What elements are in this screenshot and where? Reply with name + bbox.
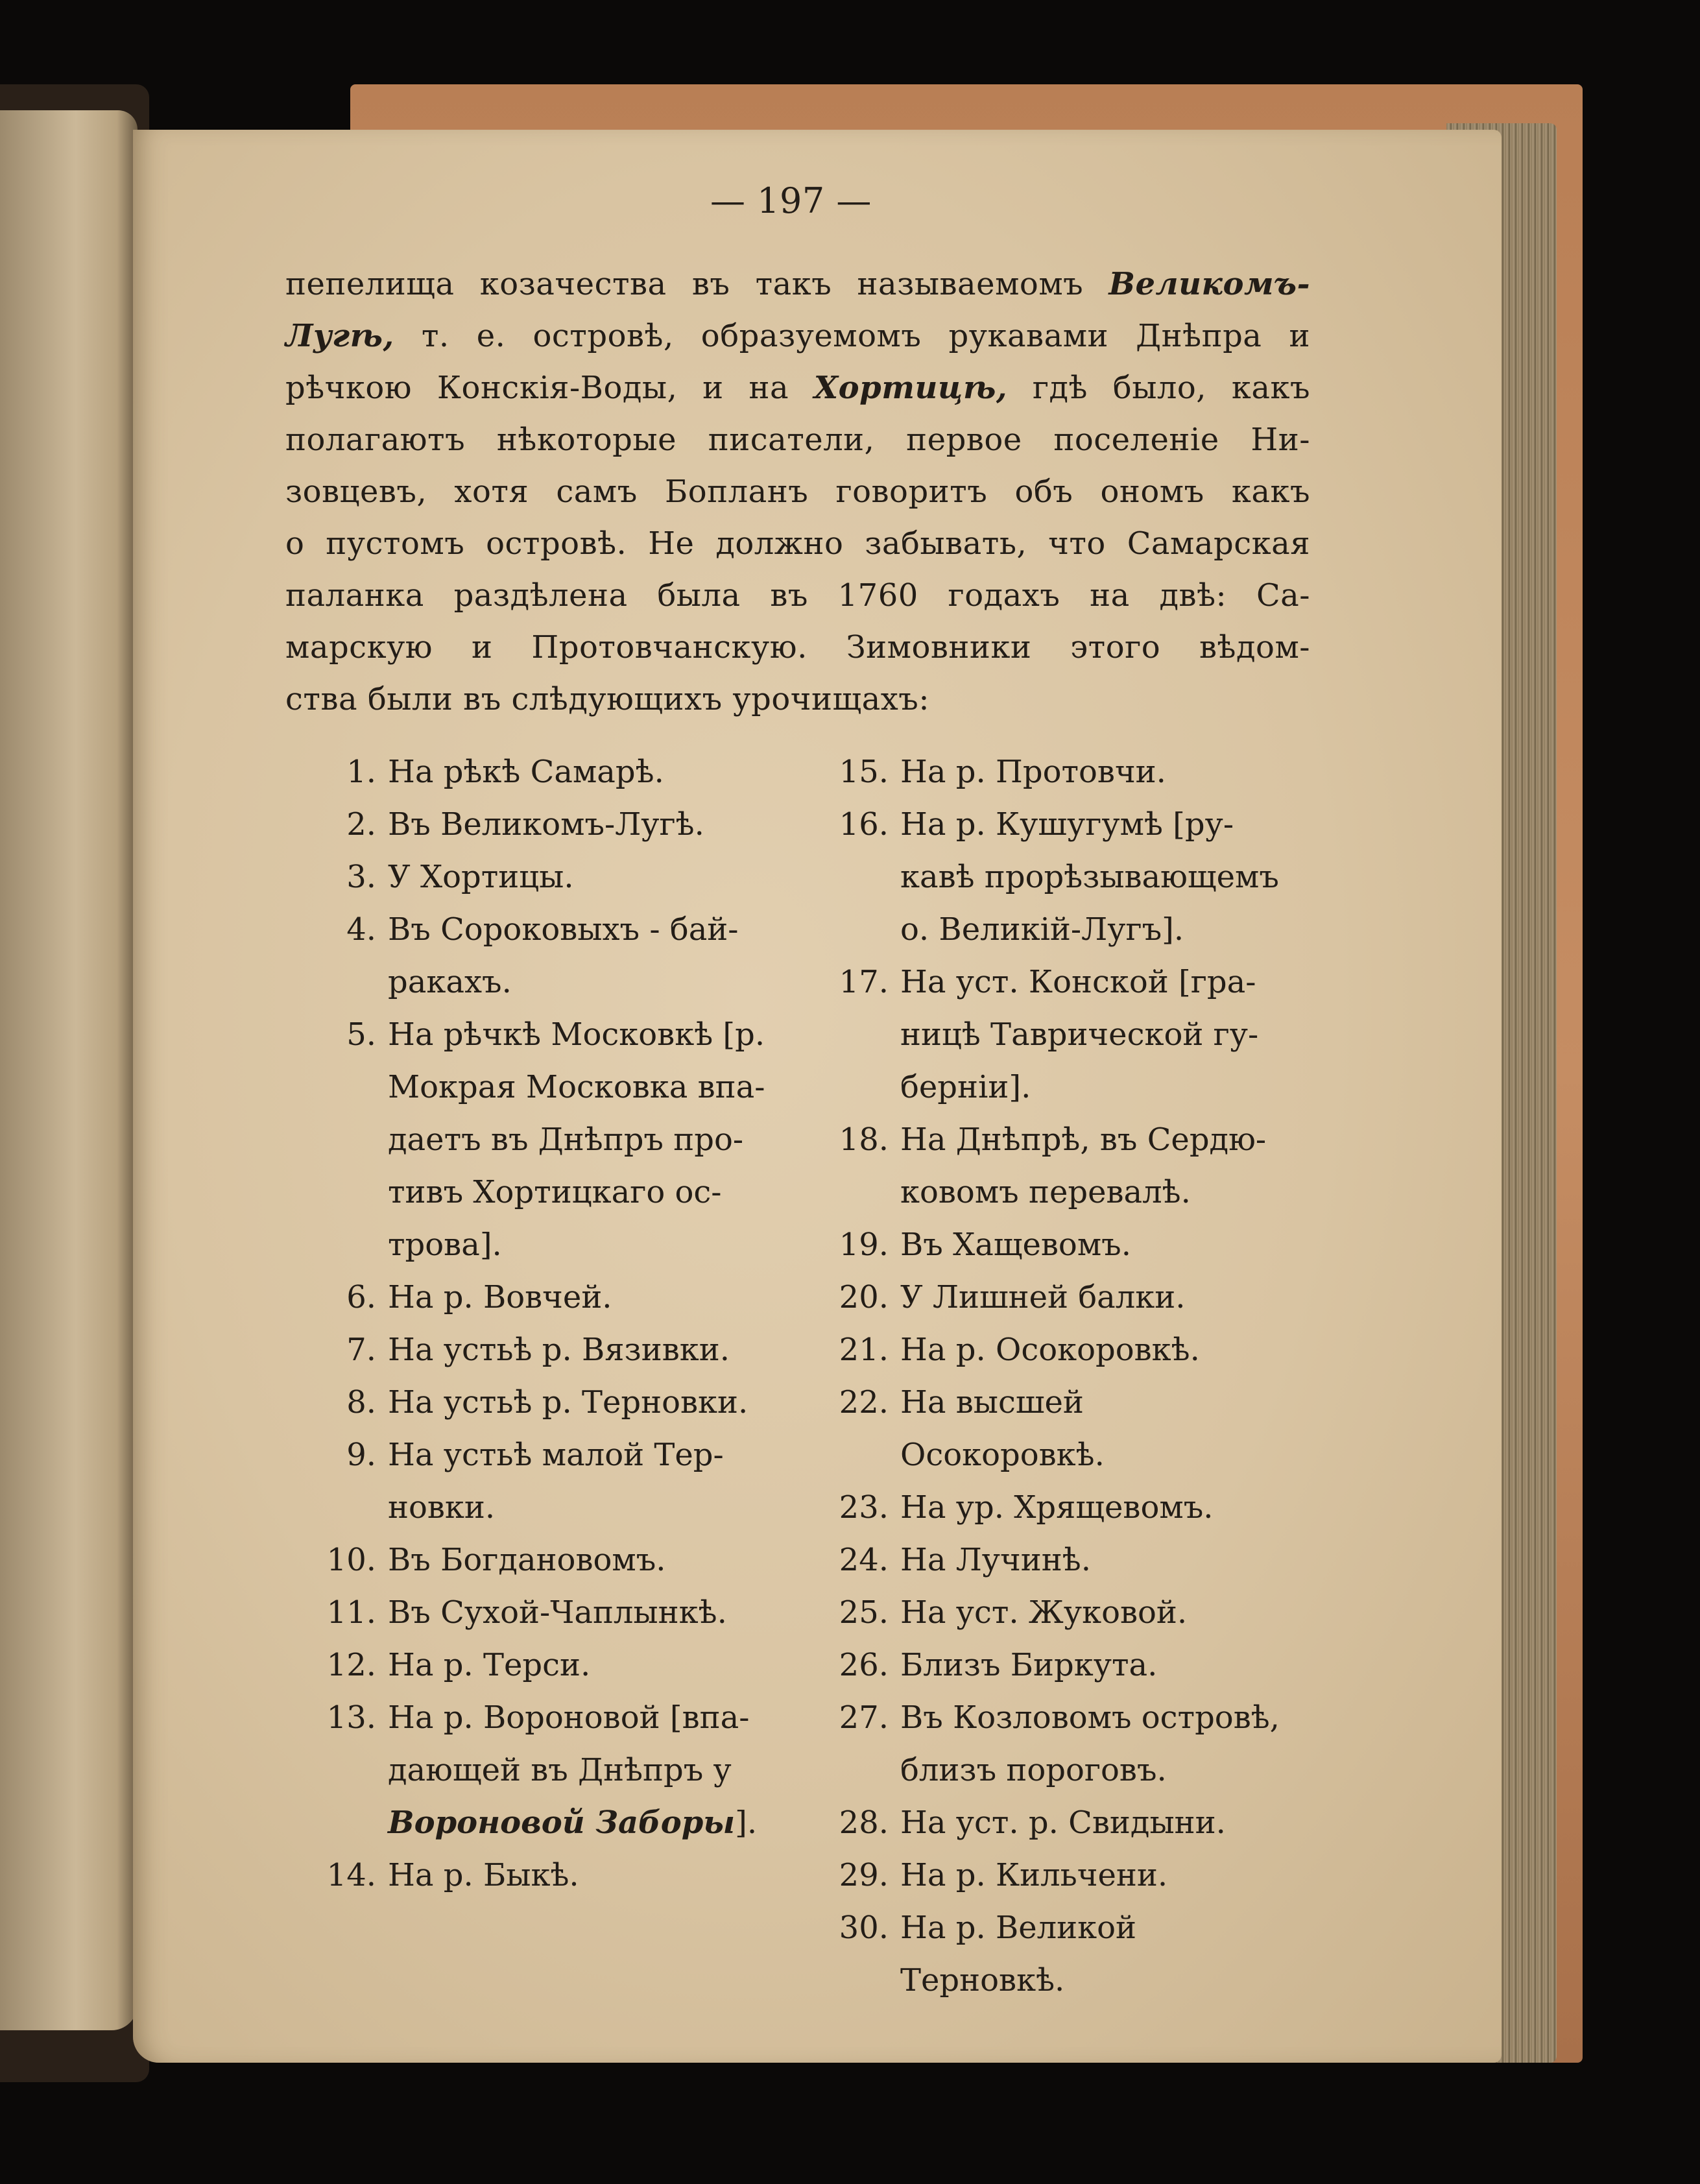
list-item-text [900, 746, 1291, 798]
list-item-line: На р. Кушугумѣ [ру- [900, 806, 1234, 843]
list-item-line: Мокрая Московка впа- [388, 1069, 765, 1105]
text-run: рѣчкою Конскія-Воды, и на [285, 370, 814, 406]
list-item-text [900, 1639, 1291, 1692]
list-item-number: 25. [839, 1594, 889, 1631]
list-item-number: 16. [839, 806, 889, 843]
list-item [811, 956, 1291, 1114]
list-item-text [900, 798, 1291, 956]
paragraph-line [285, 414, 1310, 466]
list-item-text [900, 956, 1291, 1114]
list-item-text [388, 1429, 778, 1534]
text-run: марскую и Протовчанскую. Зимовники этого вѣдом- [285, 629, 1310, 666]
list-item-text [900, 1692, 1291, 1797]
list-item-line: ницѣ Таврической гу- [900, 1016, 1259, 1053]
list-item [298, 798, 778, 851]
list-item-line: На устьѣ р. Вязивки. [388, 1332, 730, 1368]
list-item-line: На Лучинѣ. [900, 1542, 1091, 1578]
list-item-line: На рѣкѣ Самарѣ. [388, 754, 664, 790]
list-item-number: 8. [346, 1384, 376, 1421]
list-item [811, 1114, 1291, 1219]
list-item [811, 746, 1291, 798]
list-item-line: кавѣ прорѣзывающемъ [900, 859, 1279, 895]
list-item [298, 1639, 778, 1692]
list-item-line: Вороновой Заборы]. [388, 1805, 758, 1841]
list-item-line: На р. Вовчей. [388, 1279, 612, 1315]
list-item-number: 29. [839, 1857, 889, 1893]
list-item-number: 30. [839, 1910, 889, 1946]
list-item-text [900, 1271, 1291, 1324]
paragraph-line [285, 570, 1310, 621]
list-item-text [388, 1009, 778, 1271]
list-item-number: 7. [346, 1332, 376, 1368]
list-item-line: На уст. р. Свидыни. [900, 1805, 1226, 1841]
list-item-number: 5. [346, 1016, 376, 1053]
list-item-line: У Хортицы. [388, 859, 574, 895]
list-item-line: о. Великій-Лугъ]. [900, 911, 1184, 948]
list-item-number: 19. [839, 1227, 889, 1263]
list-item-number: 24. [839, 1542, 889, 1578]
list-item [298, 1849, 778, 1902]
text-run: пепелища козачества въ такъ называемомъ [285, 266, 1109, 302]
list-item-text [388, 1639, 778, 1692]
list-item-line: На р. Осокоровкѣ. [900, 1332, 1200, 1368]
paragraph-line [285, 362, 1310, 414]
list-item-line: близъ пороговъ. [900, 1752, 1167, 1788]
text-run: ства были въ слѣдующихъ урочищахъ: [285, 681, 930, 717]
list-item-text [900, 1902, 1291, 2007]
list-item-number: 3. [346, 859, 376, 895]
list-item-line: новки. [388, 1489, 496, 1526]
list-item-line: На Днѣпрѣ, въ Сердю- [900, 1122, 1267, 1158]
list-item-number: 26. [839, 1647, 889, 1683]
list-item [811, 1797, 1291, 1849]
list-item-number: 9. [346, 1437, 376, 1473]
list-item-number: 17. [839, 964, 889, 1000]
list-item [298, 1692, 778, 1849]
list-item [298, 1324, 778, 1376]
list-item [298, 851, 778, 904]
list-item-text [388, 851, 778, 904]
list-item-text [388, 746, 778, 798]
list-item-number: 2. [346, 806, 376, 843]
intro-paragraph [285, 258, 1310, 725]
paragraph-line [285, 673, 1310, 725]
list-item-text [900, 1114, 1291, 1219]
text-run: полагаютъ нѣкоторые писатели, первое поселеніе Ни- [285, 422, 1310, 458]
list-item [811, 1902, 1291, 2007]
list-item-number: 28. [839, 1805, 889, 1841]
list-item-text [388, 1692, 778, 1849]
italic-place-name: Хортицѣ, [813, 370, 1008, 406]
list-item [298, 1009, 778, 1271]
list-item-line: На р. Быкѣ. [388, 1857, 579, 1893]
list-item-line: На рѣчкѣ Московкѣ [р. [388, 1016, 765, 1053]
list-item-number: 15. [839, 754, 889, 790]
list-item-number: 21. [839, 1332, 889, 1368]
list-item-number: 10. [326, 1542, 376, 1578]
paragraph-line [285, 466, 1310, 518]
text-run: гдѣ было, какъ [1007, 370, 1311, 406]
text-run: о пустомъ островѣ. Не должно забывать, что Самарская [285, 525, 1310, 562]
list-item-line: На р. Великой Терновкѣ. [900, 1910, 1137, 1998]
list-item-line: На высшей Осокоровкѣ. [900, 1384, 1105, 1473]
list-item-line: На уст. Жуковой. [900, 1594, 1188, 1631]
list-item [298, 904, 778, 1009]
list-item-text [900, 1219, 1291, 1271]
paragraph-line [285, 518, 1310, 570]
list-item-text [900, 1376, 1291, 1482]
list-item-line: На ур. Хрящевомъ. [900, 1489, 1214, 1526]
list-item-text [388, 1324, 778, 1376]
list-item-number: 4. [346, 911, 376, 948]
list-item [811, 1639, 1291, 1692]
list-item [811, 1587, 1291, 1639]
list-item [811, 1324, 1291, 1376]
list-item-line: На устьѣ малой Тер- [388, 1437, 724, 1473]
list-item-text [388, 1376, 778, 1429]
list-item-number: 11. [326, 1594, 376, 1631]
paragraph-line [285, 258, 1310, 310]
list-item-line: Въ Козловомъ островѣ, [900, 1699, 1280, 1736]
list-item-text [900, 1482, 1291, 1534]
text-run: т. е. островѣ, образуемомъ рукавами Днѣпра и [394, 318, 1310, 354]
list-item-text [388, 1534, 778, 1587]
settlement-list-right [811, 746, 1291, 2007]
list-item-number: 27. [839, 1699, 889, 1736]
list-item-text [388, 1587, 778, 1639]
list-item [811, 1692, 1291, 1797]
list-item-line: трова]. [388, 1227, 502, 1263]
text-run: зовцевъ, хотя самъ Бопланъ говоритъ объ ономъ какъ [285, 474, 1310, 510]
list-item-line: даетъ въ Днѣпръ про- [388, 1122, 744, 1158]
list-item [811, 1534, 1291, 1587]
left-page-edge [0, 110, 138, 2030]
list-item [298, 746, 778, 798]
list-item-text [900, 1587, 1291, 1639]
list-item-line: ковомъ перевалѣ. [900, 1174, 1191, 1210]
list-item [811, 1849, 1291, 1902]
list-item-text [900, 1324, 1291, 1376]
italic-place-name: Великомъ- [1108, 266, 1310, 302]
list-item [811, 1482, 1291, 1534]
list-item-number: 18. [839, 1122, 889, 1158]
list-item-number: 20. [839, 1279, 889, 1315]
page-number: — 197 — [710, 180, 872, 221]
list-item [298, 1271, 778, 1324]
list-item-line: На р. Вороновой [впа- [388, 1699, 750, 1736]
list-item-text [900, 1797, 1291, 1849]
list-item-line: ракахъ. [388, 964, 512, 1000]
list-item-line: берніи]. [900, 1069, 1031, 1105]
text-run: паланка раздѣлена была въ 1760 годахъ на двѣ: Са- [285, 577, 1310, 614]
list-item-text [900, 1534, 1291, 1587]
list-item [298, 1429, 778, 1534]
list-item-line: Близъ Биркута. [900, 1647, 1158, 1683]
list-item-line: дающей въ Днѣпръ у [388, 1752, 732, 1788]
list-item-number: 6. [346, 1279, 376, 1315]
list-item-number: 13. [326, 1699, 376, 1736]
list-item [811, 1376, 1291, 1482]
settlement-list-left [298, 746, 778, 1902]
list-item-line: тивъ Хортицкаго ос- [388, 1174, 722, 1210]
list-item-text [388, 798, 778, 851]
list-item [298, 1587, 778, 1639]
list-item-text [388, 904, 778, 1009]
list-item-number: 22. [839, 1384, 889, 1421]
italic-place-name: Лугѣ, [285, 318, 394, 354]
list-item-number: 1. [346, 754, 376, 790]
list-item-text [900, 1849, 1291, 1902]
paragraph-line [285, 621, 1310, 673]
list-item [811, 798, 1291, 956]
italic-place-name: Вороновой Заборы [388, 1805, 736, 1841]
list-item-line: Въ Хащевомъ. [900, 1227, 1131, 1263]
list-item-number: 14. [326, 1857, 376, 1893]
list-item-number: 23. [839, 1489, 889, 1526]
list-item-text [388, 1271, 778, 1324]
paragraph-line [285, 310, 1310, 362]
list-item-line: На р. Терси. [388, 1647, 591, 1683]
list-item-line: На р. Кильчени. [900, 1857, 1168, 1893]
list-item [298, 1534, 778, 1587]
list-item-line: На уст. Конской [гра- [900, 964, 1256, 1000]
list-item [811, 1219, 1291, 1271]
list-item-line: Въ Богдановомъ. [388, 1542, 666, 1578]
list-item-number: 12. [326, 1647, 376, 1683]
list-item-line: Въ Сороковыхъ - бай- [388, 911, 739, 948]
list-item [811, 1271, 1291, 1324]
list-item [298, 1376, 778, 1429]
list-item-line: На устьѣ р. Терновки. [388, 1384, 748, 1421]
list-item-text [388, 1849, 778, 1902]
list-item-line: У Лишней балки. [900, 1279, 1186, 1315]
list-item-line: Въ Великомъ-Лугѣ. [388, 806, 704, 843]
list-item-line: На р. Протовчи. [900, 754, 1166, 790]
list-item-line: Въ Сухой-Чаплынкѣ. [388, 1594, 727, 1631]
